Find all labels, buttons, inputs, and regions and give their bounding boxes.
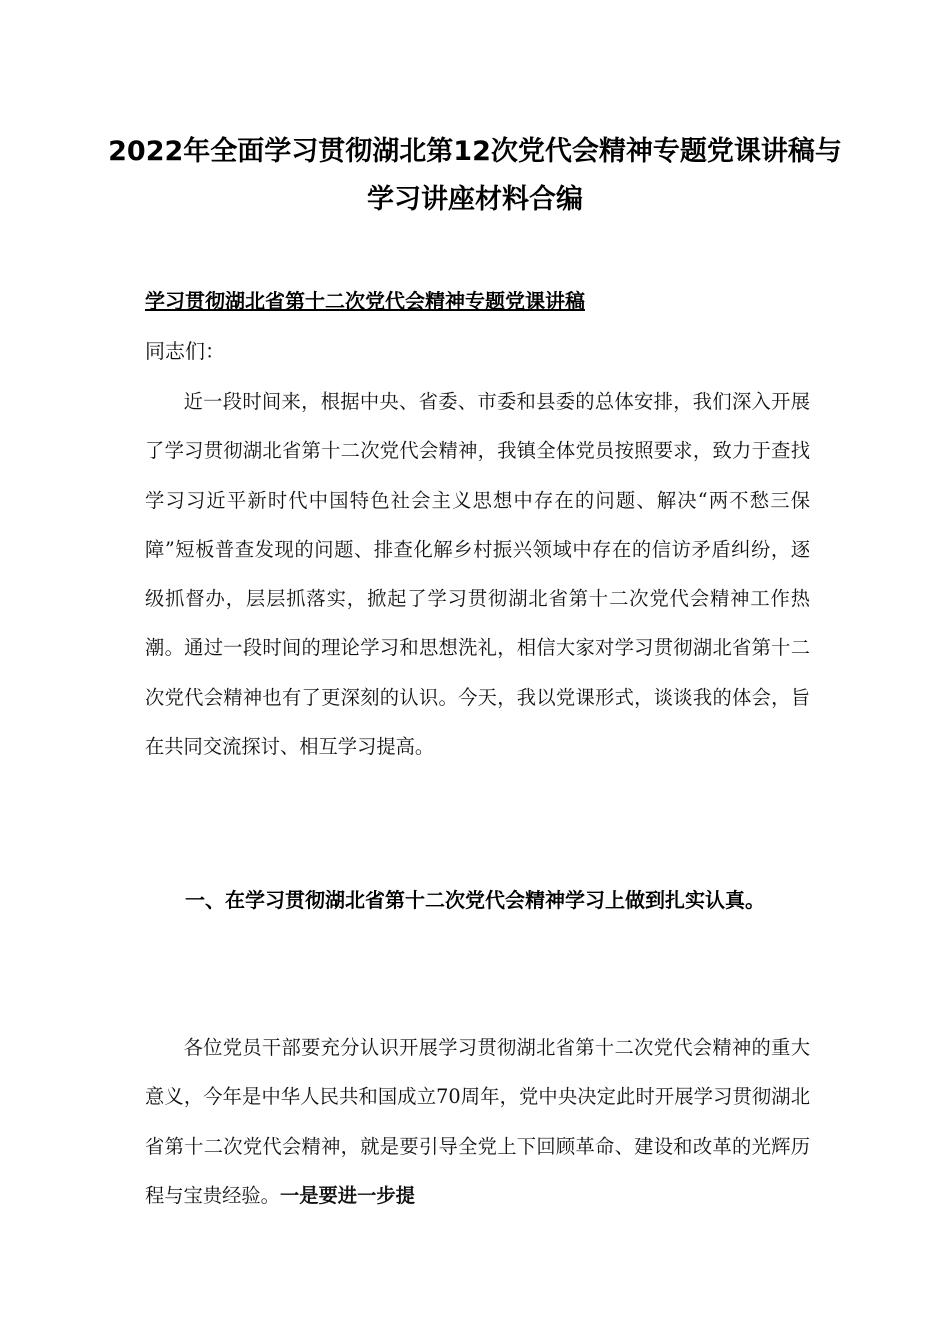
- paragraph-2-text: 各位党员干部要充分认识开展学习贯彻湖北省第十二次党代会精神的重大意义，今年是中华人民共和国成立70周年，党中央决定此时开展学习贯彻湖北省第十二次党代会精神，就是要引导全党上下回顾革命、建设和改革的光辉历程与宝贵经验。: [145, 1036, 810, 1207]
- document-title: 2022年全面学习贯彻湖北第12次党代会精神专题党课讲稿与学习讲座材料合编: [108, 136, 842, 215]
- paragraph-2: [145, 1023, 810, 1220]
- section-heading-1: 一、在学习贯彻湖北省第十二次党代会精神学习上做到扎实认真。: [185, 888, 765, 912]
- section-title[interactable]: 学习贯彻湖北省第十二次党代会精神专题党课讲稿: [145, 289, 585, 313]
- paragraph-intro: 近一段时间来，根据中央、省委、市委和县委的总体安排，我们深入开展了学习贯彻湖北省第十二次党代会精神，我镇全体党员按照要求，致力于查找学习习近平新时代中国特色社会主义思想中存在的问题、解决“两不愁三保障”短板普查发现的问题、排查化解乡村振兴领域中存在的信访矛盾纠纷，逐级抓督办，层层抓落实，掀起了学习贯彻湖北省第十二次党代会精神工作热潮。通过一段时间的理论学习和思想洗礼，相信大家对学习贯彻湖北省第十二次党代会精神也有了更深刻的认识。今天，我以党课形式，谈谈我的体会，旨在共同交流探讨、相互学习提高。: [145, 390, 810, 759]
- salutation: 同志们：: [145, 339, 225, 363]
- paragraph-2-emphasis: 一是要进一步提: [279, 1183, 415, 1207]
